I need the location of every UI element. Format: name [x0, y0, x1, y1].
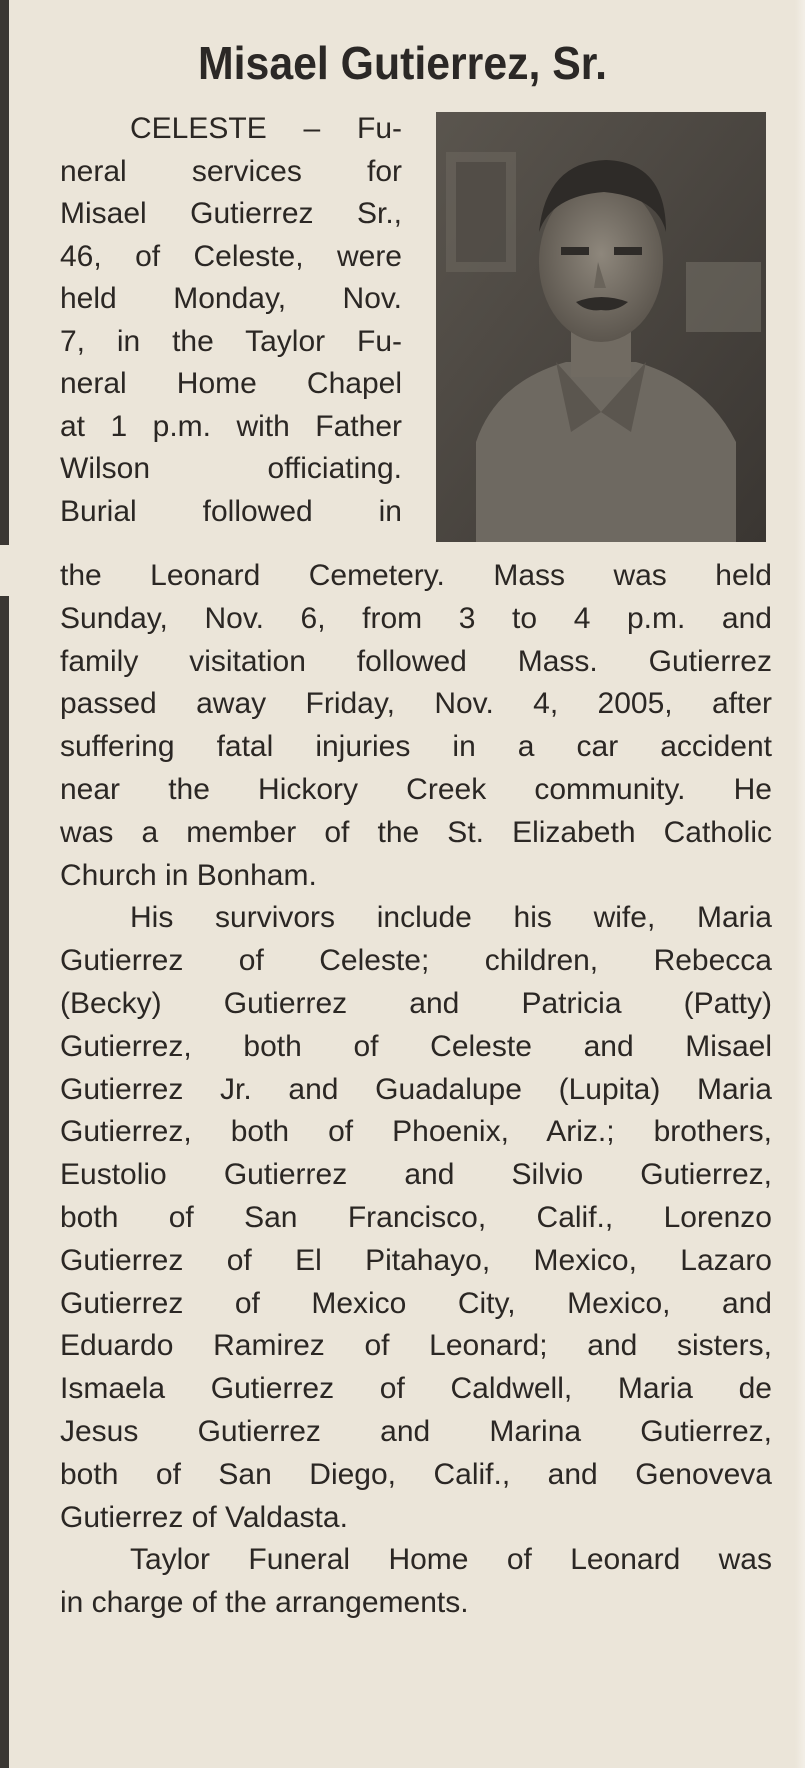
- portrait-photo: [436, 112, 766, 542]
- text-line: neral services for: [60, 154, 402, 188]
- text-line: Taylor Funeral Home of Leonard was: [130, 1543, 772, 1577]
- text-line: passed away Friday, Nov. 4, 2005, after: [60, 687, 772, 721]
- text-line: His survivors include his wife, Maria: [130, 901, 772, 935]
- text-line: Gutierrez Jr. and Guadalupe (Lupita) Maria: [60, 1072, 772, 1106]
- obituary-headline: Misael Gutierrez, Sr.: [198, 37, 607, 89]
- text-line: the Leonard Cemetery. Mass was held: [60, 559, 772, 592]
- text-line: 7, in the Taylor Fu-: [60, 324, 402, 358]
- paragraph-arrangements: [60, 1539, 772, 1625]
- text-line: Ismaela Gutierrez of Caldwell, Maria de: [60, 1372, 772, 1406]
- text-line: Sunday, Nov. 6, from 3 to 4 p.m. and: [60, 601, 772, 635]
- text-line: Burial followed in: [60, 494, 402, 528]
- paper-edge: [795, 0, 805, 1768]
- text-line: at 1 p.m. with Father: [60, 409, 402, 443]
- text-line: Gutierrez, both of Celeste and Misael: [60, 1029, 772, 1063]
- text-line: both of San Francisco, Calif., Lorenzo: [60, 1200, 772, 1234]
- text-line: Gutierrez, both of Phoenix, Ariz.; brothers,: [60, 1115, 772, 1149]
- paragraph-survivors: [60, 897, 772, 1539]
- text-line: suffering fatal injuries in a car accident: [60, 730, 772, 764]
- opening-column: [60, 108, 402, 533]
- text-line: CELESTE – Fu-: [130, 112, 402, 145]
- text-line: held Monday, Nov.: [60, 282, 402, 315]
- column-rule-bottom: [0, 596, 9, 1768]
- text-line: was a member of the St. Elizabeth Catholic: [60, 815, 772, 849]
- text-line: near the Hickory Creek community. He: [60, 772, 772, 806]
- text-line: Eustolio Gutierrez and Silvio Gutierrez,: [60, 1158, 772, 1192]
- text-line: Gutierrez of Mexico City, Mexico, and: [60, 1286, 772, 1320]
- text-line: (Becky) Gutierrez and Patricia (Patty): [60, 986, 772, 1020]
- text-line: Eduardo Ramirez of Leonard; and sisters,: [60, 1329, 772, 1363]
- text-line: in charge of the arrangements.: [60, 1586, 469, 1620]
- text-line: neral Home Chapel: [60, 367, 402, 400]
- text-line: Wilson officiating.: [60, 452, 402, 485]
- text-line: family visitation followed Mass. Gutierrez: [60, 644, 772, 678]
- text-line: both of San Diego, Calif., and Genoveva: [60, 1457, 772, 1491]
- text-line: 46, of Celeste, were: [60, 239, 402, 273]
- text-line: Gutierrez of Valdasta.: [60, 1500, 348, 1534]
- text-line: Gutierrez of El Pitahayo, Mexico, Lazaro: [60, 1243, 772, 1277]
- text-line: Gutierrez of Celeste; children, Rebecca: [60, 944, 772, 978]
- paragraph-services: [60, 555, 772, 897]
- text-line: Jesus Gutierrez and Marina Gutierrez,: [60, 1414, 772, 1448]
- portrait-photo-icon: [436, 112, 766, 542]
- text-line: Church in Bonham.: [60, 858, 317, 892]
- column-rule-top: [0, 0, 9, 545]
- text-line: Misael Gutierrez Sr.,: [60, 197, 402, 230]
- obituary-body: [60, 555, 772, 1625]
